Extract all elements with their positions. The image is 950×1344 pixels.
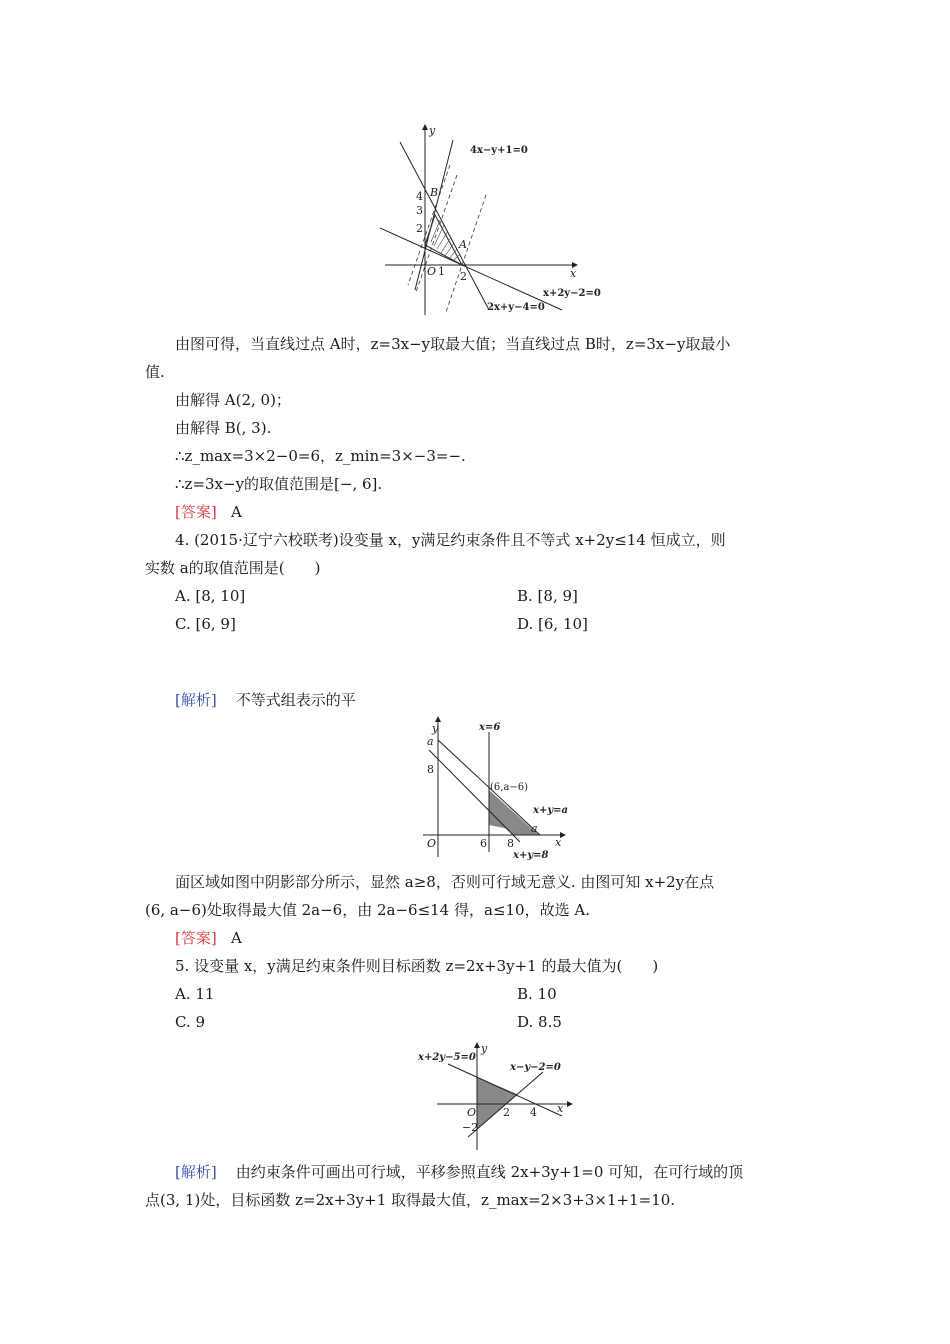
x-axis-label: x xyxy=(555,836,562,849)
q3-solution-line4: 由解得 B(, 3). xyxy=(175,419,272,437)
line-label-x+2y-5: x+2y−5=0 xyxy=(418,1052,476,1063)
x-axis-label: x xyxy=(570,267,577,280)
y-axis-label: y xyxy=(432,722,439,735)
answer-value: A xyxy=(231,503,242,521)
y-intercept-a: a xyxy=(427,735,434,748)
x-axis-label: x xyxy=(557,1102,564,1115)
x-tick-1: 1 xyxy=(438,265,445,278)
figure-feasible-region-1 xyxy=(380,120,620,320)
origin-label: O xyxy=(427,265,437,278)
q4-option-c: C. [6, 9] xyxy=(175,615,236,633)
y-tick-8: 8 xyxy=(427,763,434,776)
y-tick-4: 4 xyxy=(416,190,423,203)
q5-option-a: A. 11 xyxy=(175,985,215,1003)
x-tick-4: 4 xyxy=(530,1106,537,1119)
q5-option-d: D. 8.5 xyxy=(517,1013,562,1031)
q4-analysis-line1 xyxy=(175,690,840,710)
figure-feasible-region-3 xyxy=(410,1040,580,1158)
answer-value: A xyxy=(231,929,242,947)
q5-analysis-line1 xyxy=(175,1162,840,1182)
x-tick-2: 2 xyxy=(460,270,467,283)
x-tick-6: 6 xyxy=(480,837,487,850)
y-tick-3: 3 xyxy=(416,204,423,217)
q4-stem-line2: 实数 a的取值范围是( ) xyxy=(145,559,321,577)
point-a-label: A xyxy=(459,238,467,251)
y-axis-label: y xyxy=(429,124,436,137)
y-axis-label: y xyxy=(481,1042,488,1055)
q4-answer xyxy=(175,928,840,948)
q4-stem-line1: 4. (2015·辽宁六校联考)设变量 x，y满足约束条件且不等式 x+2y≤14 恒成立，则 xyxy=(175,531,726,549)
q4-option-b: B. [8, 9] xyxy=(517,587,578,605)
q5-analysis-line2: 点(3, 1)处，目标函数 z=2x+3y+1 取得最大值，z_max=2×3+3×1+1=10. xyxy=(145,1191,676,1209)
q3-solution-line5: ∴z_max=3×2−0=6，z_min=3×−3=−. xyxy=(175,447,466,465)
analysis-tag: [解析] xyxy=(175,1163,217,1181)
point-b-label: B xyxy=(430,186,439,199)
q5-option-c: C. 9 xyxy=(175,1013,206,1031)
q4-option-a: A. [8, 10] xyxy=(175,587,246,605)
origin-label: O xyxy=(427,837,437,850)
y-tick-2: 2 xyxy=(416,222,423,235)
y-tick-neg2: −2 xyxy=(462,1121,479,1134)
answer-tag: [答案] xyxy=(175,929,217,947)
q4-analysis-line3: (6, a−6)处取得最大值 2a−6，由 2a−6≤14 得，a≤10，故选 A. xyxy=(145,901,590,919)
figure-feasible-region-2 xyxy=(405,712,580,862)
x-tick-2: 2 xyxy=(503,1106,510,1119)
q3-solution-line3: 由解得 A(2, 0)； xyxy=(175,391,291,409)
line-label-x+2y-2: x+2y−2=0 xyxy=(543,288,601,299)
analysis-text: 由约束条件可画出可行域，平移参照直线 2x+3y+1=0 可知，在可行域的顶 xyxy=(235,1163,744,1181)
line-label-x6: x=6 xyxy=(479,722,501,733)
q5-option-b: B. 10 xyxy=(517,985,557,1003)
q3-solution-line2: 值. xyxy=(145,363,165,381)
line-label-2x+y-4: 2x+y−4=0 xyxy=(487,302,545,313)
x-intercept-a: a xyxy=(531,822,538,835)
line-label-x+y=8: x+y=8 xyxy=(513,850,549,861)
q3-solution-line1: 由图可得，当直线过点 A时，z=3x−y取最大值；当直线过点 B时，z=3x−y取最小 xyxy=(175,335,731,353)
line-label-x+y=a: x+y=a xyxy=(533,805,569,816)
q3-answer xyxy=(175,502,840,522)
analysis-tag: [解析] xyxy=(175,691,217,709)
line-label-4x-y+1: 4x−y+1=0 xyxy=(470,145,528,156)
vertex-label: (6,a−6) xyxy=(490,782,529,793)
q4-analysis-line2: 面区域如图中阴影部分所示，显然 a≥8，否则可行域无意义. 由图可知 x+2y在点 xyxy=(175,873,715,891)
analysis-text: 不等式组表示的平 xyxy=(235,691,356,709)
origin-label: O xyxy=(467,1106,477,1119)
q5-stem: 5. 设变量 x，y满足约束条件则目标函数 z=2x+3y+1 的最大值为( ) xyxy=(175,957,659,975)
q3-solution-line6: ∴z=3x−y的取值范围是[−, 6]. xyxy=(175,475,383,493)
x-tick-8: 8 xyxy=(507,837,514,850)
q4-option-d: D. [6, 10] xyxy=(517,615,588,633)
line-label-x-y-2: x−y−2=0 xyxy=(510,1062,561,1073)
answer-tag: [答案] xyxy=(175,503,217,521)
